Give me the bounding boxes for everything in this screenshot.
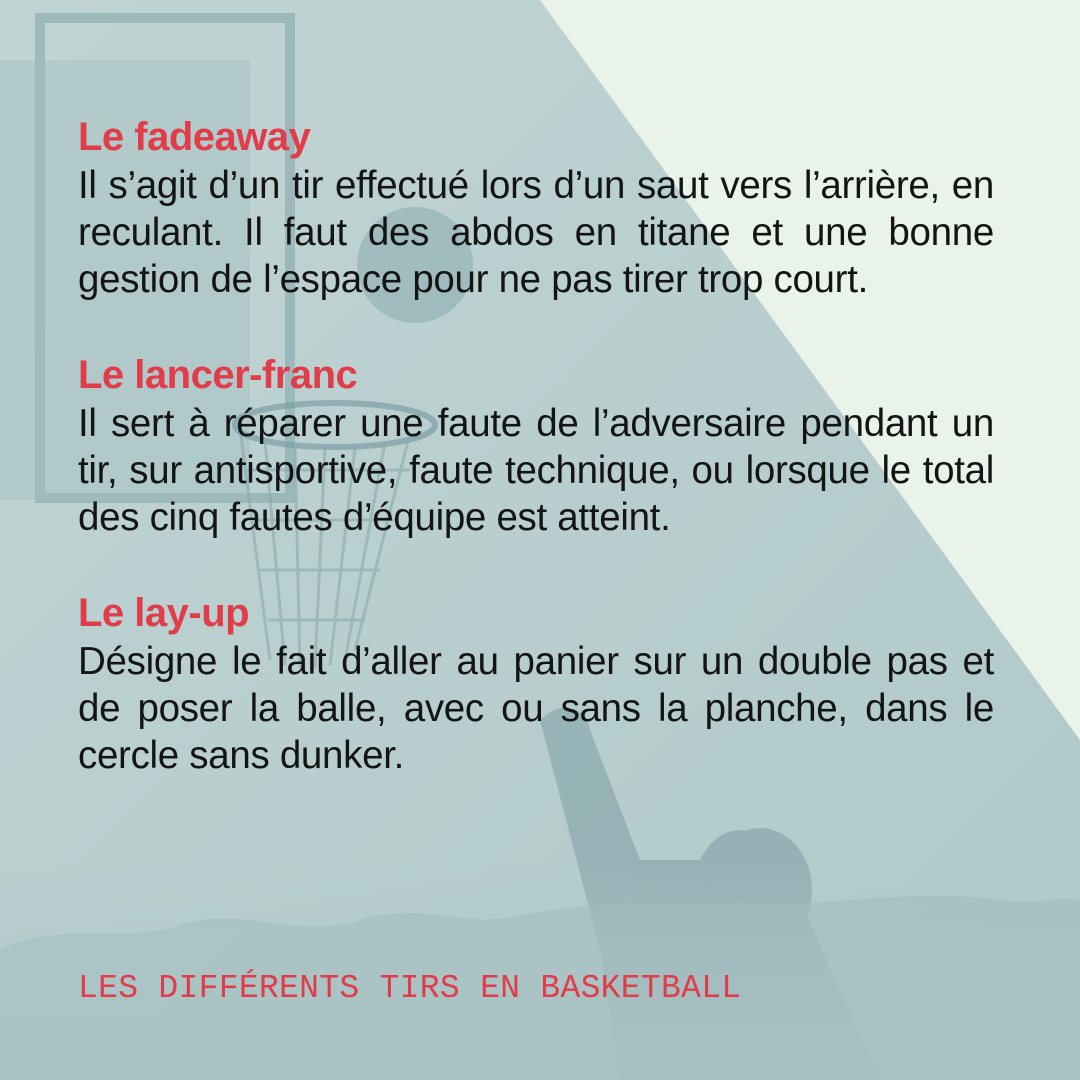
section-body: Il s’agit d’un tir effectué lors d’un saut vers l’arrière, en reculant. Il faut des abdos en titane et une bonne gestion de l’espace pour ne pas tirer trop court. [78, 164, 994, 301]
footer-caption: LES DIFFÉRENTS TIRS EN BASKETBALL [78, 970, 742, 1007]
content-area [78, 112, 994, 826]
section-fadeaway [78, 112, 994, 303]
section-title: Le fadeaway [78, 115, 311, 159]
section-body: Désigne le fait d’aller au panier sur un double pas et de poser la balle, avec ou sans la planche, dans le cercle sans dunker. [78, 640, 994, 777]
section-lay-up [78, 588, 994, 779]
section-title: Le lancer-franc [78, 353, 358, 397]
section-body: Il sert à réparer une faute de l’adversaire pendant un tir, sur antisportive, faute technique, ou lorsque le total des cinq fautes d’équipe est atteint. [78, 402, 994, 539]
section-lancer-franc [78, 350, 994, 541]
section-title: Le lay-up [78, 591, 250, 635]
